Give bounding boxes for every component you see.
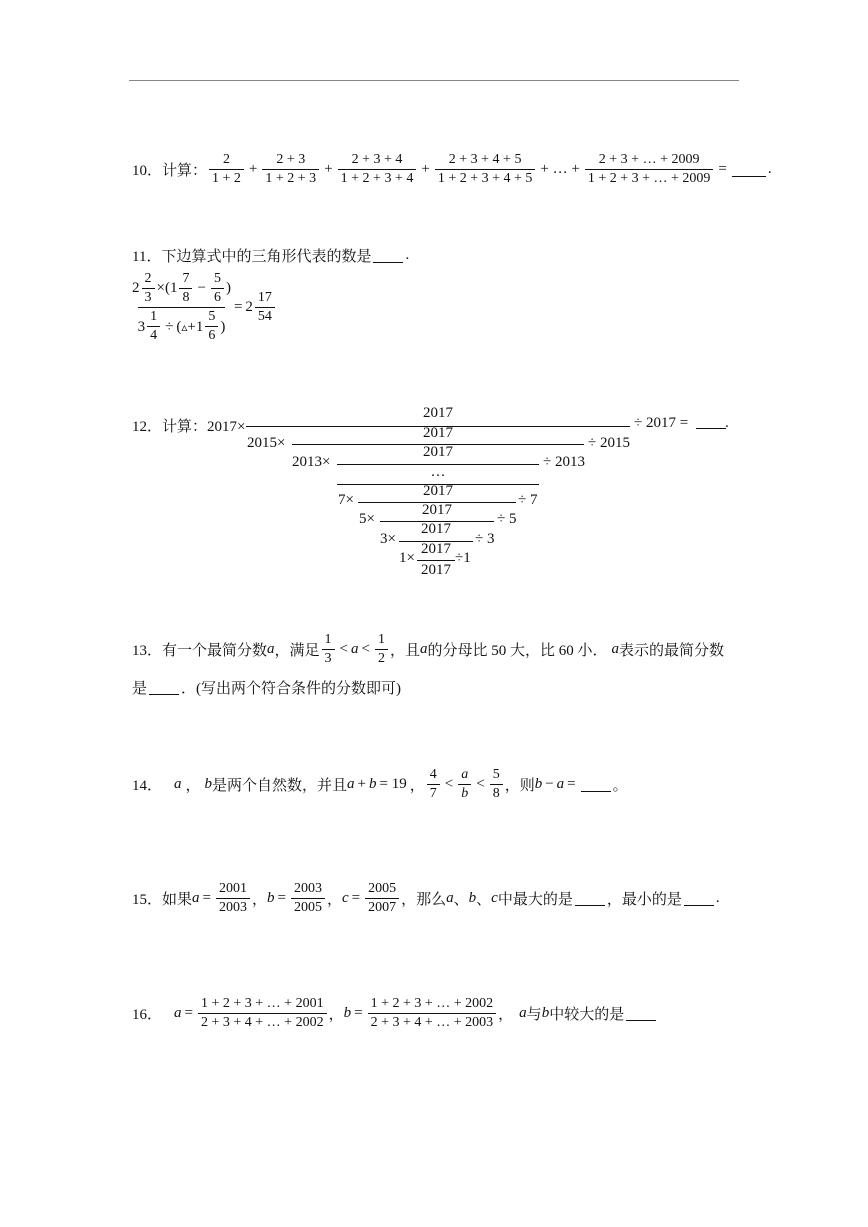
question-10: 10．计算： $\frac{2}{1 + 2}$ + $\frac{2 + 3}{1 + 2 + 3}$ + $\frac{2 + 3 + 4}{1 + 2 + 3 + 4}$ + $\frac{2 + 3 + 4 + 5}{1 + 2 + 3 + 4 + 5}$ + … + $\frac{2 + 3 + \dots + 2009}{1 + 2 + 3 + \dots + 2009}$ = . <box>132 152 772 186</box>
header-rule <box>129 80 739 81</box>
q10-term-2: $\frac{2 + 3}{1 + 2 + 3}$ <box>262 153 319 186</box>
q10-answer-blank[interactable] <box>732 162 766 177</box>
q14-answer-blank[interactable] <box>581 777 611 792</box>
q15-min-blank[interactable] <box>684 891 714 906</box>
question-15: 15．如果 a = $\frac{2001}{2003}$ ， b = $\frac{2003}{2005}$ ， c = $\frac{2005}{2007}$ ，那么 a 、 b 、 c 中最大的是 ，最小的是 . <box>132 881 720 915</box>
question-11: 11．下边算式中的三角形代表的数是 . <box>132 247 410 265</box>
question-14: 14． a ， b 是两个自然数，并且 a + b = 19 ， $\frac{4}{7}$ < $\frac{a}{b}$ < $\frac{5}{8}$ ，则 b − a = 。 <box>132 767 628 801</box>
question-13: 13．有一个最简分数 a ，满足 $\frac{1}{3}$ < a < $\frac{1}{2}$ ，且 a 的分母比 50 大，比 60 小． a 表示的最简分数 <box>132 632 725 666</box>
q10-term-1: $\frac{2}{1 + 2}$ <box>209 153 244 186</box>
q10-label: 10．计算： <box>132 163 208 180</box>
q11-answer-blank[interactable] <box>373 248 403 263</box>
q12-answer-blank[interactable] <box>696 414 726 429</box>
q16-answer-blank[interactable] <box>626 1006 656 1021</box>
q15-max-blank[interactable] <box>575 891 605 906</box>
question-13-line-2: 是 ．(写出两个符合条件的分数即可) <box>132 681 402 697</box>
triangle-icon: ▵ <box>181 319 188 334</box>
q10-term-last: $\frac{2 + 3 + \dots + 2009}{1 + 2 + 3 + \dots + 2009}$ <box>585 153 714 186</box>
q12-prefix: 12．计算：2017× <box>132 419 246 435</box>
q11-expression: 2 $\frac{2}{3}$ × ( 1 $\frac{7}{8}$ − $\frac{5}{6}$ ) 3 $\frac{1}{4}$ ÷ ( ▵ +1 $\frac{5}{6}$ ) = 2 $\frac{17}{54}$ <box>132 272 277 344</box>
question-16: 16． a = $\frac{1 + 2 + 3 + \dots + 2001}{2 + 3 + 4 + \dots + 2002}$ ， b = $\frac{1 + 2 + 3 + \dots + 2002}{2 + 3 + 4 + \dots + 2003}$ ， a 与 b 中较大的是 <box>132 997 658 1030</box>
q10-term-3: $\frac{2 + 3 + 4}{1 + 2 + 3 + 4}$ <box>338 153 417 186</box>
q10-term-4: $\frac{2 + 3 + 4 + 5}{1 + 2 + 3 + 4 + 5}$ <box>435 153 536 186</box>
q11-denominator: 3 $\frac{1}{4}$ ÷ ( ▵ +1 $\frac{5}{6}$ ) <box>137 309 226 344</box>
q13-answer-blank[interactable] <box>149 680 179 695</box>
q12-fraction-bar-8 <box>417 560 455 561</box>
q11-text: 11．下边算式中的三角形代表的数是 <box>132 249 372 265</box>
q11-numerator: 2 $\frac{2}{3}$ × ( 1 $\frac{7}{8}$ − $\frac{5}{6}$ ) <box>132 271 231 305</box>
